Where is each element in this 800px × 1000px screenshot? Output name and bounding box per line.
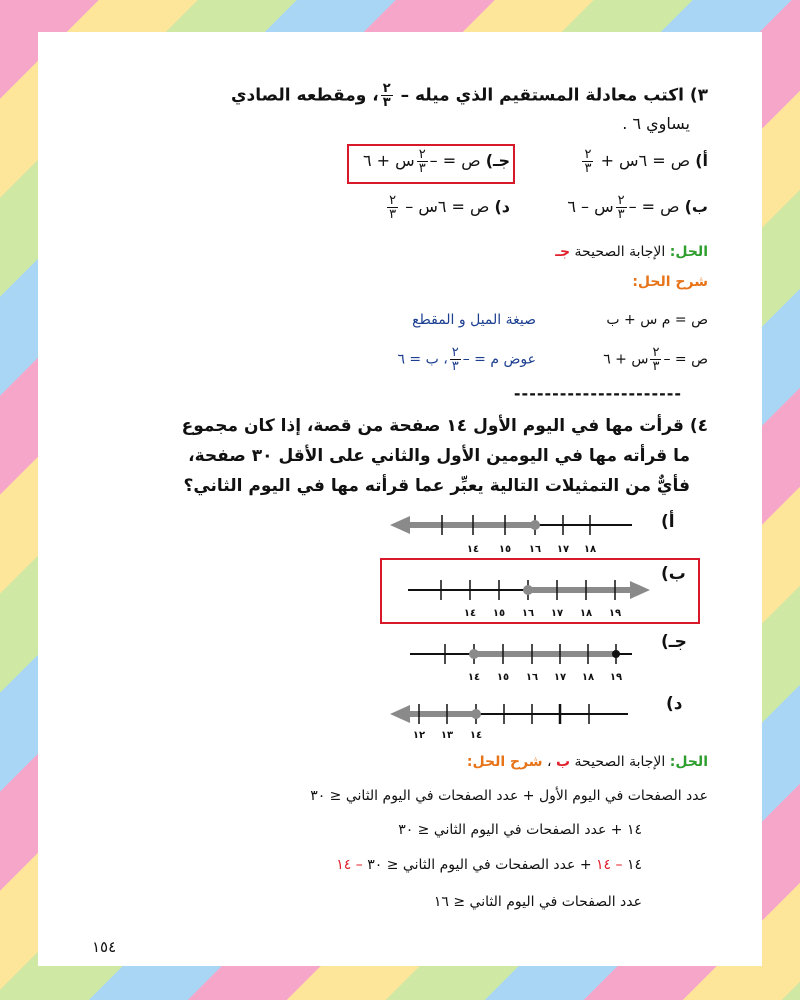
q4-step2: ١٤ + عدد الصفحات في اليوم الثاني ≤ ٣٠ xyxy=(398,822,642,838)
q3-eq2-note: عوض م = – $\frac{٢}{٣}$ ، ب = ٦ xyxy=(397,345,536,374)
q4-step1: عدد الصفحات في اليوم الأول + عدد الصفحات في اليوم الثاني ≤ ٣٠ xyxy=(310,788,708,804)
svg-text:١٧: ١٧ xyxy=(553,672,567,683)
tick-label-a-15: ١٥ xyxy=(498,544,512,555)
tick-label-a-16: ١٦ xyxy=(528,544,542,555)
svg-text:١٧: ١٧ xyxy=(550,608,564,619)
svg-text:١٤: ١٤ xyxy=(469,730,483,741)
q4-option-b-letter[interactable]: ب) xyxy=(661,564,686,584)
page-number: ١٥٤ xyxy=(92,938,117,956)
q3-solution: الحل: الإجابة الصحيحة جـ xyxy=(555,244,708,260)
q4-option-a-letter[interactable]: أ) xyxy=(661,512,675,532)
q3-eq1-note: صيغة الميل و المقطع xyxy=(412,312,536,328)
section-divider: ---------------------- xyxy=(513,384,682,403)
svg-text:١٨: ١٨ xyxy=(581,672,595,683)
svg-text:١٢: ١٢ xyxy=(412,730,426,741)
number-line-b xyxy=(408,580,650,619)
q3-option-a[interactable]: أ) ص = ٦س + $\frac{٢}{٣}$ xyxy=(584,147,708,176)
svg-text:١٥: ١٥ xyxy=(492,608,506,619)
q3-line2: يساوي ٦ . xyxy=(622,114,690,133)
svg-text:١٩: ١٩ xyxy=(608,608,622,619)
svg-text:١٦: ١٦ xyxy=(525,672,539,683)
q4-solution: الحل: الإجابة الصحيحة ب ، شرح الحل: xyxy=(466,754,708,770)
q4-line2: ما قرأته مها في اليومين الأول والثاني على الأقل ٣٠ صفحة، xyxy=(188,446,690,466)
svg-text:١٣: ١٣ xyxy=(440,730,454,741)
q3-eq2: ص = – $\frac{٢}{٣}$ س + ٦ xyxy=(603,345,708,374)
q3-eq1: ص = م س + ب xyxy=(606,312,708,328)
svg-text:١٩: ١٩ xyxy=(609,672,623,683)
svg-text:١٦: ١٦ xyxy=(521,608,535,619)
q3-slope-fraction: $\frac{٢}{٣}$ xyxy=(382,81,391,110)
q3-option-d[interactable]: د) ص = ٦س – $\frac{٢}{٣}$ xyxy=(389,193,510,222)
textbook-page xyxy=(38,32,762,966)
svg-text:١٤: ١٤ xyxy=(463,608,477,619)
tick-label-a-17: ١٧ xyxy=(556,544,570,555)
q3-explain-label: شرح الحل: xyxy=(632,274,708,290)
q3-text-b: ، ومقطعه الصادي xyxy=(230,85,379,106)
q4-line1: ٤) قرأت مها في اليوم الأول ١٤ صفحة من قصة، إذا كان مجموع xyxy=(181,416,708,436)
q4-option-d-letter[interactable]: د) xyxy=(666,694,683,714)
q4-number: ٤) xyxy=(689,416,708,436)
svg-text:١٥: ١٥ xyxy=(496,672,510,683)
q3-number: ٣) xyxy=(689,85,708,106)
q4-option-c-letter[interactable]: جـ) xyxy=(661,632,687,652)
tick-label-a-18: ١٨ xyxy=(583,544,597,555)
number-line-d xyxy=(390,704,628,741)
svg-text:١٨: ١٨ xyxy=(579,608,593,619)
tick-label-a-14: ١٤ xyxy=(466,544,480,555)
q4-step4: عدد الصفحات في اليوم الثاني ≤ ١٦ xyxy=(433,894,642,910)
q4-step3: ١٤ – ١٤ + عدد الصفحات في اليوم الثاني ≤ ٣٠ – ١٤ xyxy=(336,857,642,873)
q4-line3: فأيٌّ من التمثيلات التالية يعبِّر عما قرأته مها في اليوم الثاني؟ xyxy=(183,476,690,496)
svg-text:١٤: ١٤ xyxy=(467,672,481,683)
number-line-c xyxy=(410,644,632,683)
q3-option-c[interactable]: جـ) ص = – $\frac{٢}{٣}$ س + ٦ xyxy=(362,147,510,176)
number-line-a xyxy=(390,515,632,555)
q3-option-b[interactable]: ب) ص = – $\frac{٢}{٣}$ س – ٦ xyxy=(567,193,708,222)
q3-text-a: اكتب معادلة المستقيم الذي ميله – xyxy=(400,85,684,106)
